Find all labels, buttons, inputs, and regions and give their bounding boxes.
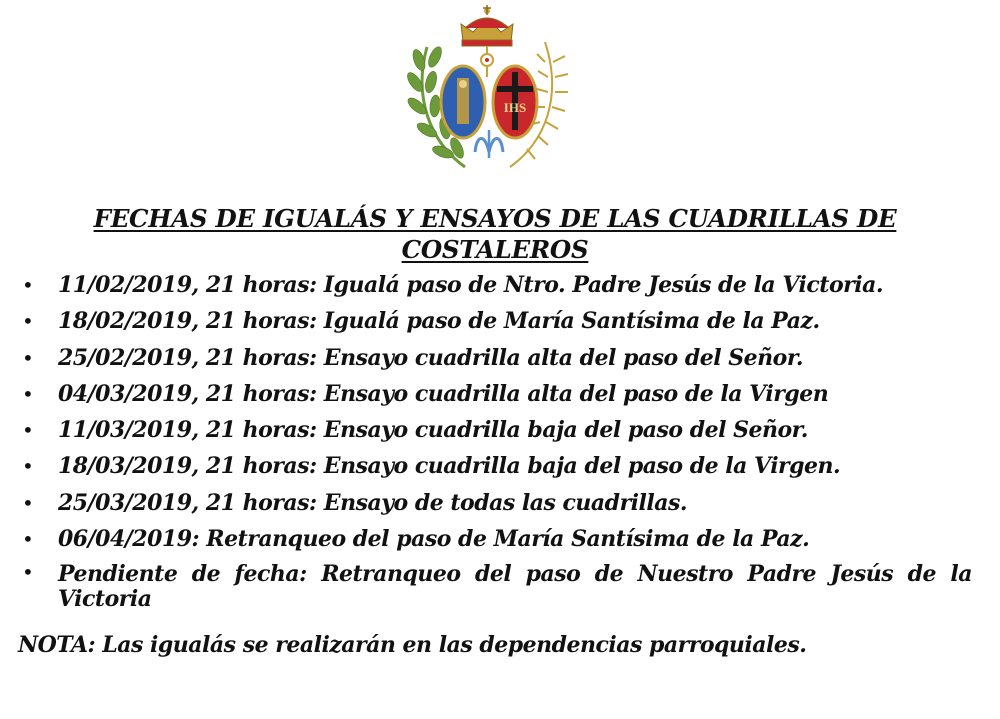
list-item (18, 379, 978, 409)
list-item (18, 306, 978, 336)
event-text: Pendiente de fecha: Retranqueo del paso de Nuestro Padre Jesús de la Victoria (58, 561, 972, 613)
event-text: 11/03/2019, 21 horas: Ensayo cuadrilla baja del paso del Señor. (58, 417, 808, 444)
list-item (18, 560, 978, 612)
crown-icon (461, 5, 513, 46)
marian-monogram-icon (475, 130, 503, 158)
list-item (18, 415, 978, 445)
brotherhood-crest-icon (405, 2, 570, 174)
ihs-monogram: IHS (503, 100, 527, 115)
list-item (18, 488, 978, 518)
events-list (18, 270, 978, 619)
event-text: 25/02/2019, 21 horas: Ensayo cuadrilla alta del paso del Señor. (58, 344, 804, 371)
bullet-icon: • (22, 309, 34, 334)
event-text: 18/02/2019, 21 horas: Igualá paso de María Santísima de la Paz. (58, 308, 820, 335)
list-item (18, 343, 978, 373)
list-item (18, 270, 978, 300)
bullet-icon: • (22, 273, 34, 297)
ornament-icon (481, 46, 493, 77)
event-text: 25/03/2019, 21 horas: Ensayo de todas las cuadrillas. (58, 489, 688, 516)
bullet-icon: • (22, 490, 34, 515)
list-item (18, 524, 978, 554)
event-text: 11/02/2019, 21 horas: Igualá paso de Ntro. Padre Jesús de la Victoria. (58, 272, 883, 298)
bullet-icon: • (22, 345, 34, 370)
bullet-icon: • (22, 560, 34, 585)
note-text: NOTA: Las igualás se realizarán en las dependencias parroquiales. (18, 632, 807, 658)
page-title: FECHAS DE IGUALÁS Y ENSAYOS DE LAS CUADRILLAS DE COSTALEROS (93, 204, 897, 264)
bullet-icon: • (22, 418, 34, 443)
event-text: 06/04/2019: Retranqueo del paso de María Santísima de la Paz. (58, 526, 810, 553)
bullet-icon: • (22, 527, 34, 552)
list-item (18, 451, 978, 481)
bullet-icon: • (22, 454, 34, 479)
bullet-icon: • (22, 381, 34, 406)
blue-oval-shield-icon (441, 66, 485, 138)
event-text: 04/03/2019, 21 horas: Ensayo cuadrilla alta del paso de la Virgen (58, 380, 829, 407)
event-text: 18/03/2019, 21 horas: Ensayo cuadrilla baja del paso de la Virgen. (58, 453, 841, 480)
red-oval-shield-icon (493, 66, 537, 138)
